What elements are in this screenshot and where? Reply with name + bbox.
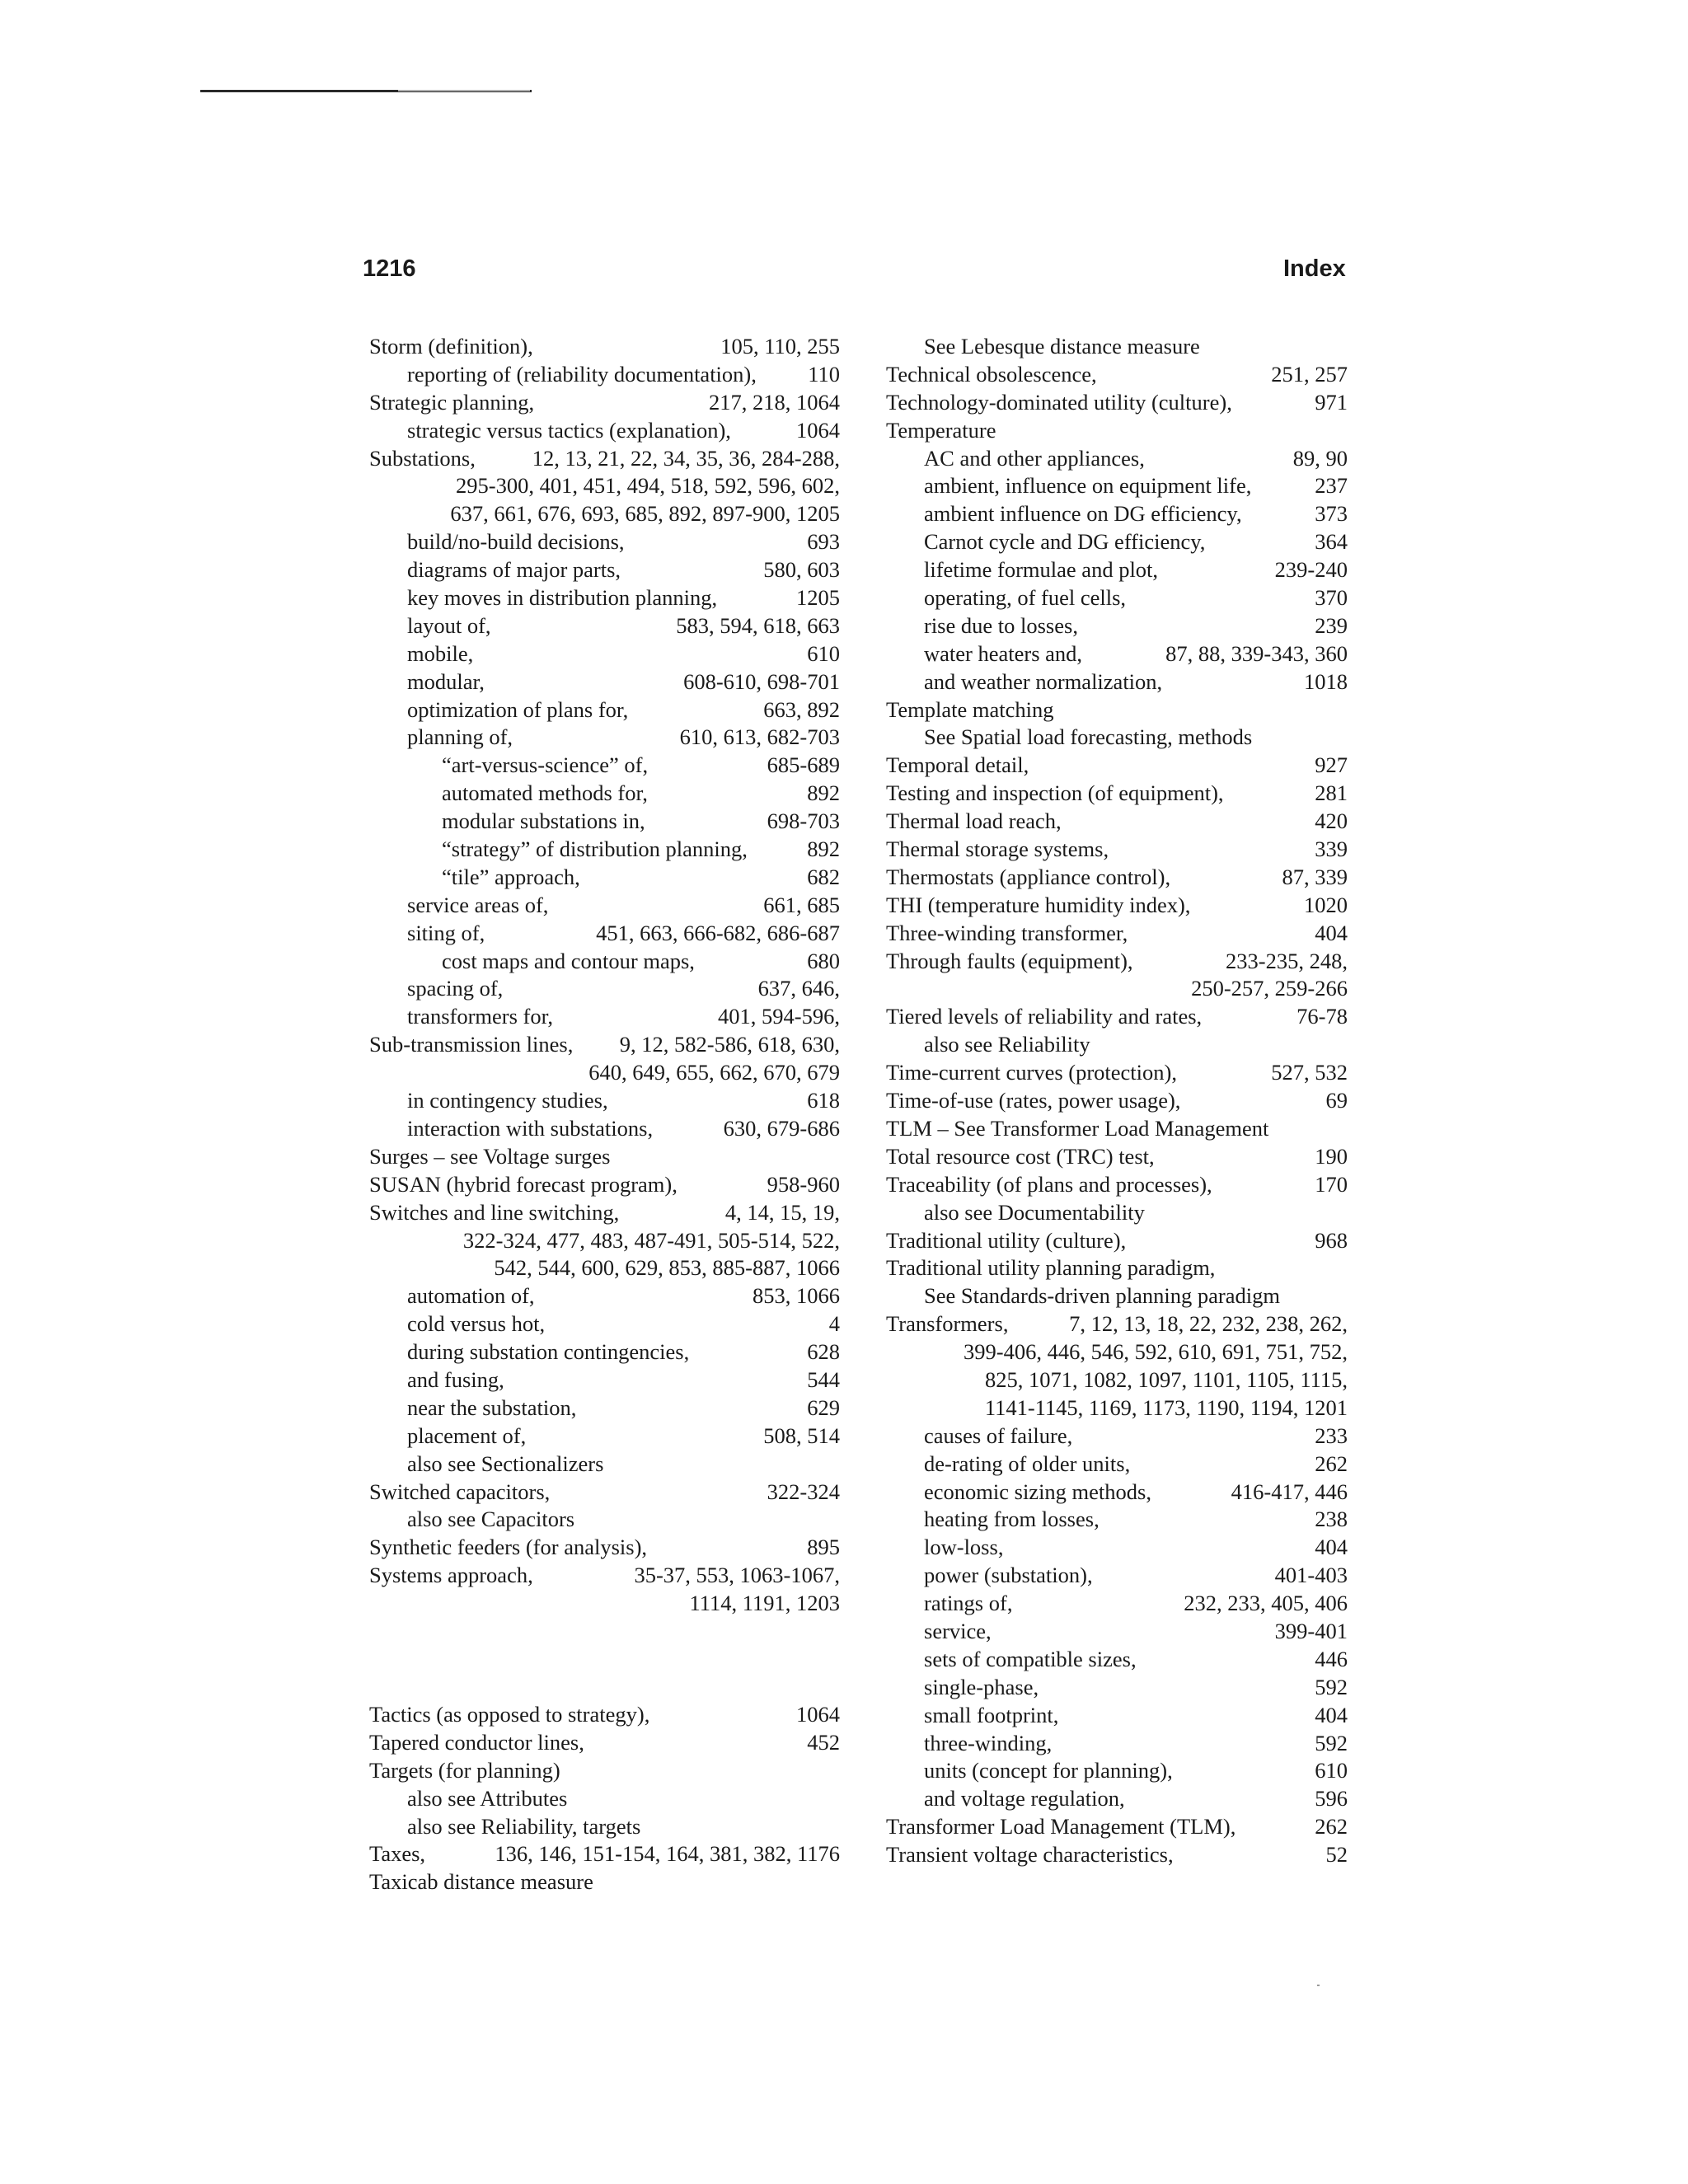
index-entry (886, 1813, 1348, 1841)
entry-term: Three-winding transformer, (886, 920, 1128, 945)
index-entry (886, 864, 1348, 892)
entry-term: water heaters and, (924, 640, 1083, 666)
index-subentry (886, 1590, 1348, 1618)
entry-pages: 630, 679-686 (723, 1115, 840, 1141)
entry-term: modular, (407, 668, 485, 694)
index-subentry (369, 584, 840, 612)
entry-term: See Lebesque distance measure (924, 334, 1200, 359)
index-entry (886, 1254, 1348, 1282)
entry-term: ambient influence on DG efficiency, (924, 501, 1242, 527)
index-entry (369, 1143, 840, 1171)
index-subentry (369, 975, 840, 1003)
entry-term: interaction with substations, (407, 1115, 654, 1141)
entry-pages: 1064 (796, 1701, 840, 1727)
entry-term: Transformer Load Management (TLM), (886, 1814, 1236, 1840)
entry-pages: 971 (1315, 389, 1348, 415)
entry-pages: 401-403 (1274, 1563, 1348, 1588)
index-subentry (886, 584, 1348, 612)
index-entry (886, 1003, 1348, 1031)
entry-term: automation of, (407, 1283, 535, 1309)
entry-term: transformers for, (407, 1004, 554, 1029)
entry-term: Technical obsolescence, (886, 361, 1097, 387)
entry-pages: 583, 594, 618, 663 (676, 612, 840, 638)
index-subentry (369, 1366, 840, 1394)
index-entry (886, 389, 1348, 417)
index-subentry (886, 1562, 1348, 1590)
index-subentry (886, 1422, 1348, 1451)
index-subentry (369, 1813, 840, 1841)
index-subentry (886, 528, 1348, 556)
entry-term: Thermal storage systems, (886, 837, 1109, 862)
index-entry (886, 1087, 1348, 1115)
index-subentry (369, 780, 840, 808)
entry-term: rise due to losses, (924, 612, 1078, 638)
entry-pages: 251, 257 (1271, 361, 1348, 387)
entry-pages: 1020 (1304, 892, 1348, 917)
entry-term: Surges – see Voltage surges (369, 1143, 611, 1169)
entry-term: mobile, (407, 640, 474, 666)
entry-term: Total resource cost (TRC) test, (886, 1143, 1155, 1169)
entry-pages: 927 (1315, 752, 1348, 778)
entry-term: Tapered conductor lines, (369, 1729, 584, 1755)
index-entry (369, 1757, 840, 1785)
index-entry (886, 948, 1348, 1004)
entry-pages: 401, 594-596, (718, 1004, 840, 1029)
entry-term: Traditional utility (culture), (886, 1227, 1127, 1253)
entry-term: low-loss, (924, 1535, 1004, 1560)
entry-term: during substation contingencies, (407, 1339, 690, 1365)
entry-pages: 339 (1315, 837, 1348, 862)
index-column-left (369, 333, 840, 1896)
entry-term: placement of, (407, 1422, 527, 1448)
index-entry (369, 1701, 840, 1729)
entry-pages: 596 (1315, 1786, 1348, 1811)
entry-pages-continued: 322-324, 477, 483, 487-491, 505-514, 522, (462, 1227, 840, 1253)
entry-term: Transformers, (886, 1311, 1009, 1337)
entry-term: build/no-build decisions, (407, 529, 625, 555)
entry-pages: 446 (1315, 1646, 1348, 1671)
entry-pages: 69 (1325, 1088, 1348, 1113)
index-subentry (886, 472, 1348, 500)
entry-term: “art-versus-science” of, (442, 752, 649, 778)
entry-pages: 190 (1315, 1143, 1348, 1169)
index-entry (886, 752, 1348, 780)
entry-pages-continued: 637, 661, 676, 693, 685, 892, 897-900, 1205 (450, 501, 840, 527)
entry-term: strategic versus tactics (explanation), (407, 417, 731, 443)
entry-pages-continued: 1114, 1191, 1203 (689, 1591, 840, 1616)
index-subentry (886, 1199, 1348, 1227)
entry-pages-continued: 1141-1145, 1169, 1173, 1190, 1194, 1201 (984, 1394, 1348, 1420)
entry-term: ambient, influence on equipment life, (924, 473, 1252, 499)
index-subentry (886, 1282, 1348, 1310)
index-subentry (886, 724, 1348, 752)
section-title: Index (1283, 255, 1346, 282)
entry-term: Switched capacitors, (369, 1479, 551, 1504)
index-entry (369, 1534, 840, 1562)
entry-pages: 892 (807, 780, 840, 806)
entry-pages: 628 (807, 1339, 840, 1365)
index-entry (886, 1115, 1348, 1143)
entry-term: siting of, (407, 920, 485, 945)
index-subentry (886, 445, 1348, 473)
index-subentry (886, 668, 1348, 696)
entry-term: also see Attributes (407, 1785, 568, 1811)
entry-pages: 698-703 (767, 808, 840, 834)
entry-term: “tile” approach, (442, 864, 580, 889)
entry-term: sets of compatible sizes, (924, 1646, 1137, 1671)
entry-term: ratings of, (924, 1591, 1013, 1616)
entry-pages: 637, 646, (757, 976, 840, 1001)
entry-pages: 618 (807, 1088, 840, 1113)
entry-term: and weather normalization, (924, 668, 1163, 694)
entry-pages: 4 (828, 1311, 840, 1337)
entry-pages: 239 (1315, 612, 1348, 638)
entry-term: Switches and line switching, (369, 1199, 620, 1225)
entry-term: Storm (definition), (369, 334, 533, 359)
entry-pages: 592 (1315, 1730, 1348, 1755)
index-subentry (886, 612, 1348, 640)
index-entry (369, 1199, 840, 1283)
entry-pages: 262 (1315, 1451, 1348, 1476)
index-subentry (369, 696, 840, 724)
entry-term: AC and other appliances, (924, 445, 1145, 471)
entry-term: also see Reliability (924, 1032, 1090, 1057)
entry-term: lifetime formulae and plot, (924, 557, 1159, 583)
index-entry (886, 892, 1348, 920)
scan-speck (1317, 1985, 1320, 1986)
page-number: 1216 (363, 255, 416, 282)
entry-pages: 322-324 (767, 1479, 840, 1504)
index-subentry (369, 948, 840, 976)
index-subentry (369, 1506, 840, 1534)
index-entry (369, 1171, 840, 1199)
index-entry (886, 780, 1348, 808)
entry-term: Sub-transmission lines, (369, 1032, 574, 1057)
index-entry (369, 1562, 840, 1618)
entry-term: Through faults (equipment), (886, 948, 1133, 973)
entry-term: power (substation), (924, 1563, 1093, 1588)
entry-term: causes of failure, (924, 1422, 1073, 1448)
index-entry (886, 696, 1348, 724)
index-subentry (369, 612, 840, 640)
entry-pages-continued: 825, 1071, 1082, 1097, 1101, 1105, 1115, (985, 1366, 1348, 1392)
index-column-right (886, 333, 1348, 1869)
entry-term: Thermostats (appliance control), (886, 864, 1171, 889)
index-subentry (886, 1674, 1348, 1702)
entry-term: three-winding, (924, 1730, 1053, 1755)
entry-term: Temporal detail, (886, 752, 1029, 778)
index-subentry (369, 892, 840, 920)
entry-term: single-phase, (924, 1674, 1039, 1699)
entry-term: Technology-dominated utility (culture), (886, 389, 1232, 415)
entry-term: cost maps and contour maps, (442, 948, 695, 973)
index-subentry (369, 668, 840, 696)
entry-term: also see Documentability (924, 1199, 1145, 1225)
index-entry (369, 445, 840, 529)
entry-pages: 404 (1315, 1535, 1348, 1560)
entry-pages: 35-37, 553, 1063-1067, (634, 1563, 840, 1588)
entry-term: and fusing, (407, 1366, 504, 1392)
entry-term: Targets (for planning) (369, 1757, 560, 1783)
entry-pages: 608-610, 698-701 (683, 668, 840, 694)
entry-term: Transient voltage characteristics, (886, 1842, 1174, 1868)
entry-pages: 364 (1315, 529, 1348, 555)
index-entry (369, 1868, 840, 1896)
entry-pages: 416-417, 446 (1231, 1479, 1348, 1504)
entry-pages: 7, 12, 13, 18, 22, 232, 238, 262, (1069, 1311, 1348, 1337)
entry-term: planning of, (407, 724, 513, 750)
index-subentry (369, 640, 840, 668)
index-subentry (886, 556, 1348, 584)
entry-term: Thermal load reach, (886, 808, 1062, 834)
entry-pages: 895 (807, 1535, 840, 1560)
entry-term: Carnot cycle and DG efficiency, (924, 529, 1206, 555)
entry-pages: 239-240 (1274, 557, 1348, 583)
entry-term: also see Sectionalizers (407, 1451, 604, 1476)
entry-pages: 892 (807, 837, 840, 862)
entry-pages: 12, 13, 21, 22, 34, 35, 36, 284-288, (532, 445, 840, 471)
page-header (0, 252, 1688, 285)
entry-pages: 87, 88, 339-343, 360 (1165, 640, 1348, 666)
entry-term: Testing and inspection (of equipment), (886, 780, 1224, 806)
entry-term: units (concept for planning), (924, 1758, 1173, 1783)
index-subentry (369, 920, 840, 948)
entry-pages: 105, 110, 255 (720, 334, 840, 359)
entry-term: automated methods for, (442, 780, 648, 806)
entry-term: Substations, (369, 445, 476, 471)
entry-pages: 452 (807, 1729, 840, 1755)
entry-term: Tiered levels of reliability and rates, (886, 1004, 1203, 1029)
entry-pages: 682 (807, 864, 840, 889)
entry-pages: 680 (807, 948, 840, 973)
entry-pages: 370 (1315, 585, 1348, 611)
entry-term: Traceability (of plans and processes), (886, 1171, 1212, 1197)
index-subentry (369, 1451, 840, 1479)
entry-term: “strategy” of distribution planning, (442, 837, 748, 862)
index-entry (369, 389, 840, 417)
entry-pages: 170 (1315, 1171, 1348, 1197)
index-entry (369, 1840, 840, 1868)
entry-term: optimization of plans for, (407, 696, 629, 722)
index-subentry (369, 1785, 840, 1813)
entry-term: Traditional utility planning paradigm, (886, 1255, 1216, 1281)
entry-term: modular substations in, (442, 808, 645, 834)
index-subentry (369, 1310, 840, 1338)
entry-term: also see Reliability, targets (407, 1813, 641, 1839)
entry-pages: 661, 685 (763, 892, 840, 917)
entry-pages: 420 (1315, 808, 1348, 834)
entry-term: near the substation, (407, 1394, 577, 1420)
entry-pages: 544 (807, 1366, 840, 1392)
index-subentry (369, 528, 840, 556)
entry-term: SUSAN (hybrid forecast program), (369, 1171, 678, 1197)
entry-term: Strategic planning, (369, 389, 535, 415)
entry-term: in contingency studies, (407, 1088, 608, 1113)
entry-pages: 404 (1315, 1702, 1348, 1727)
entry-pages: 238 (1315, 1507, 1348, 1532)
entry-term: Time-of-use (rates, power usage), (886, 1088, 1181, 1113)
entry-pages-continued: 542, 544, 600, 629, 853, 885-887, 1066 (494, 1255, 840, 1281)
index-subentry (886, 1730, 1348, 1758)
entry-pages-continued: 295-300, 401, 451, 494, 518, 592, 596, 602, (456, 473, 840, 499)
entry-pages: 9, 12, 582-586, 618, 630, (619, 1032, 840, 1057)
index-entry (886, 1059, 1348, 1087)
top-rule (200, 90, 532, 92)
entry-pages: 968 (1315, 1227, 1348, 1253)
entry-pages: 399-401 (1274, 1618, 1348, 1643)
section-gap (369, 1618, 840, 1701)
entry-term: THI (temperature humidity index), (886, 892, 1191, 917)
index-subentry (369, 417, 840, 445)
index-subentry (369, 808, 840, 836)
entry-term: Taxicab distance measure (369, 1869, 593, 1895)
index-entry (886, 1841, 1348, 1869)
entry-pages: 373 (1315, 501, 1348, 527)
index-subentry (369, 1394, 840, 1422)
entry-pages: 592 (1315, 1674, 1348, 1699)
entry-term: diagrams of major parts, (407, 557, 621, 583)
entry-pages: 610, 613, 682-703 (679, 724, 840, 750)
index-subentry (886, 1506, 1348, 1534)
entry-term: Template matching (886, 696, 1054, 722)
index-subentry (886, 1479, 1348, 1507)
entry-pages: 232, 233, 405, 406 (1184, 1591, 1348, 1616)
entry-pages: 853, 1066 (753, 1283, 840, 1309)
entry-term: key moves in distribution planning, (407, 585, 718, 611)
entry-pages: 663, 892 (763, 696, 840, 722)
entry-pages-continued: 640, 649, 655, 662, 670, 679 (588, 1060, 840, 1085)
entry-pages: 404 (1315, 920, 1348, 945)
index-subentry (369, 361, 840, 389)
index-entry (886, 361, 1348, 389)
top-rule-fade (398, 90, 530, 91)
entry-pages: 527, 532 (1271, 1060, 1348, 1085)
entry-pages-continued: 250-257, 259-266 (1191, 976, 1348, 1001)
entry-term: reporting of (reliability documentation), (407, 361, 757, 387)
index-entry (886, 836, 1348, 864)
index-entry (369, 1729, 840, 1757)
entry-term: Systems approach, (369, 1563, 533, 1588)
index-entry (886, 1143, 1348, 1171)
entry-pages: 1205 (796, 585, 840, 611)
index-subentry (369, 752, 840, 780)
index-subentry (886, 1534, 1348, 1562)
entry-pages: 262 (1315, 1814, 1348, 1840)
entry-pages: 110 (808, 361, 840, 387)
index-subentry (369, 724, 840, 752)
entry-pages: 508, 514 (763, 1422, 840, 1448)
entry-pages: 76-78 (1296, 1004, 1348, 1029)
entry-pages: 610 (1315, 1758, 1348, 1783)
entry-pages: 693 (807, 529, 840, 555)
entry-term: Temperature (886, 417, 996, 443)
entry-pages: 610 (807, 640, 840, 666)
index-subentry (886, 1702, 1348, 1730)
entry-term: spacing of, (407, 976, 504, 1001)
entry-term: layout of, (407, 612, 491, 638)
entry-pages: 136, 146, 151-154, 164, 381, 382, 1176 (495, 1841, 840, 1867)
entry-term: TLM – See Transformer Load Management (886, 1115, 1269, 1141)
index-entry (369, 1031, 840, 1087)
index-subentry (886, 500, 1348, 528)
index-entry (369, 1479, 840, 1507)
index-subentry (886, 1451, 1348, 1479)
index-subentry (369, 1003, 840, 1031)
index-subentry (886, 1646, 1348, 1674)
entry-term: operating, of fuel cells, (924, 585, 1127, 611)
entry-pages: 580, 603 (763, 557, 840, 583)
index-subentry (369, 1422, 840, 1451)
entry-pages: 685-689 (767, 752, 840, 778)
entry-term: Tactics (as opposed to strategy), (369, 1701, 650, 1727)
index-subentry (369, 864, 840, 892)
entry-pages: 87, 339 (1282, 864, 1348, 889)
entry-pages: 233 (1315, 1422, 1348, 1448)
index-subentry (369, 1115, 840, 1143)
entry-pages: 1064 (796, 417, 840, 443)
entry-pages: 451, 663, 666-682, 686-687 (596, 920, 840, 945)
entry-term: See Standards-driven planning paradigm (924, 1283, 1280, 1309)
entry-pages: 281 (1315, 780, 1348, 806)
index-subentry (886, 1785, 1348, 1813)
entry-pages: 217, 218, 1064 (709, 389, 840, 415)
entry-pages-continued: 399-406, 446, 546, 592, 610, 691, 751, 752, (964, 1339, 1348, 1365)
index-subentry (369, 1282, 840, 1310)
entry-term: service, (924, 1618, 992, 1643)
index-entry (886, 417, 1348, 445)
entry-term: Synthetic feeders (for analysis), (369, 1535, 648, 1560)
entry-term: See Spatial load forecasting, methods (924, 724, 1253, 750)
entry-term: Time-current curves (protection), (886, 1060, 1177, 1085)
entry-pages: 1018 (1304, 668, 1348, 694)
entry-term: also see Capacitors (407, 1507, 575, 1532)
index-entry (369, 333, 840, 361)
index-subentry (886, 1757, 1348, 1785)
entry-pages: 629 (807, 1394, 840, 1420)
entry-term: heating from losses, (924, 1507, 1100, 1532)
entry-term: Taxes, (369, 1841, 426, 1867)
index-subentry (369, 1087, 840, 1115)
index-subentry (886, 333, 1348, 361)
index-subentry (369, 836, 840, 864)
entry-term: and voltage regulation, (924, 1786, 1125, 1811)
entry-term: cold versus hot, (407, 1311, 546, 1337)
index-subentry (369, 556, 840, 584)
index-entry (886, 1227, 1348, 1255)
entry-pages: 237 (1315, 473, 1348, 499)
index-subentry (886, 1618, 1348, 1646)
entry-pages: 4, 14, 15, 19, (724, 1199, 840, 1225)
entry-pages: 89, 90 (1292, 445, 1348, 471)
entry-pages: 52 (1325, 1842, 1348, 1868)
entry-pages: 233-235, 248, (1226, 948, 1348, 973)
entry-term: de-rating of older units, (924, 1451, 1131, 1476)
index-entry (886, 920, 1348, 948)
index-entry (886, 808, 1348, 836)
index-subentry (886, 640, 1348, 668)
index-entry (886, 1310, 1348, 1422)
entry-pages: 958-960 (767, 1171, 840, 1197)
entry-term: service areas of, (407, 892, 549, 917)
index-subentry (369, 1338, 840, 1366)
index-subentry (886, 1031, 1348, 1059)
index-entry (886, 1171, 1348, 1199)
entry-term: economic sizing methods, (924, 1479, 1151, 1504)
entry-term: small footprint, (924, 1702, 1059, 1727)
